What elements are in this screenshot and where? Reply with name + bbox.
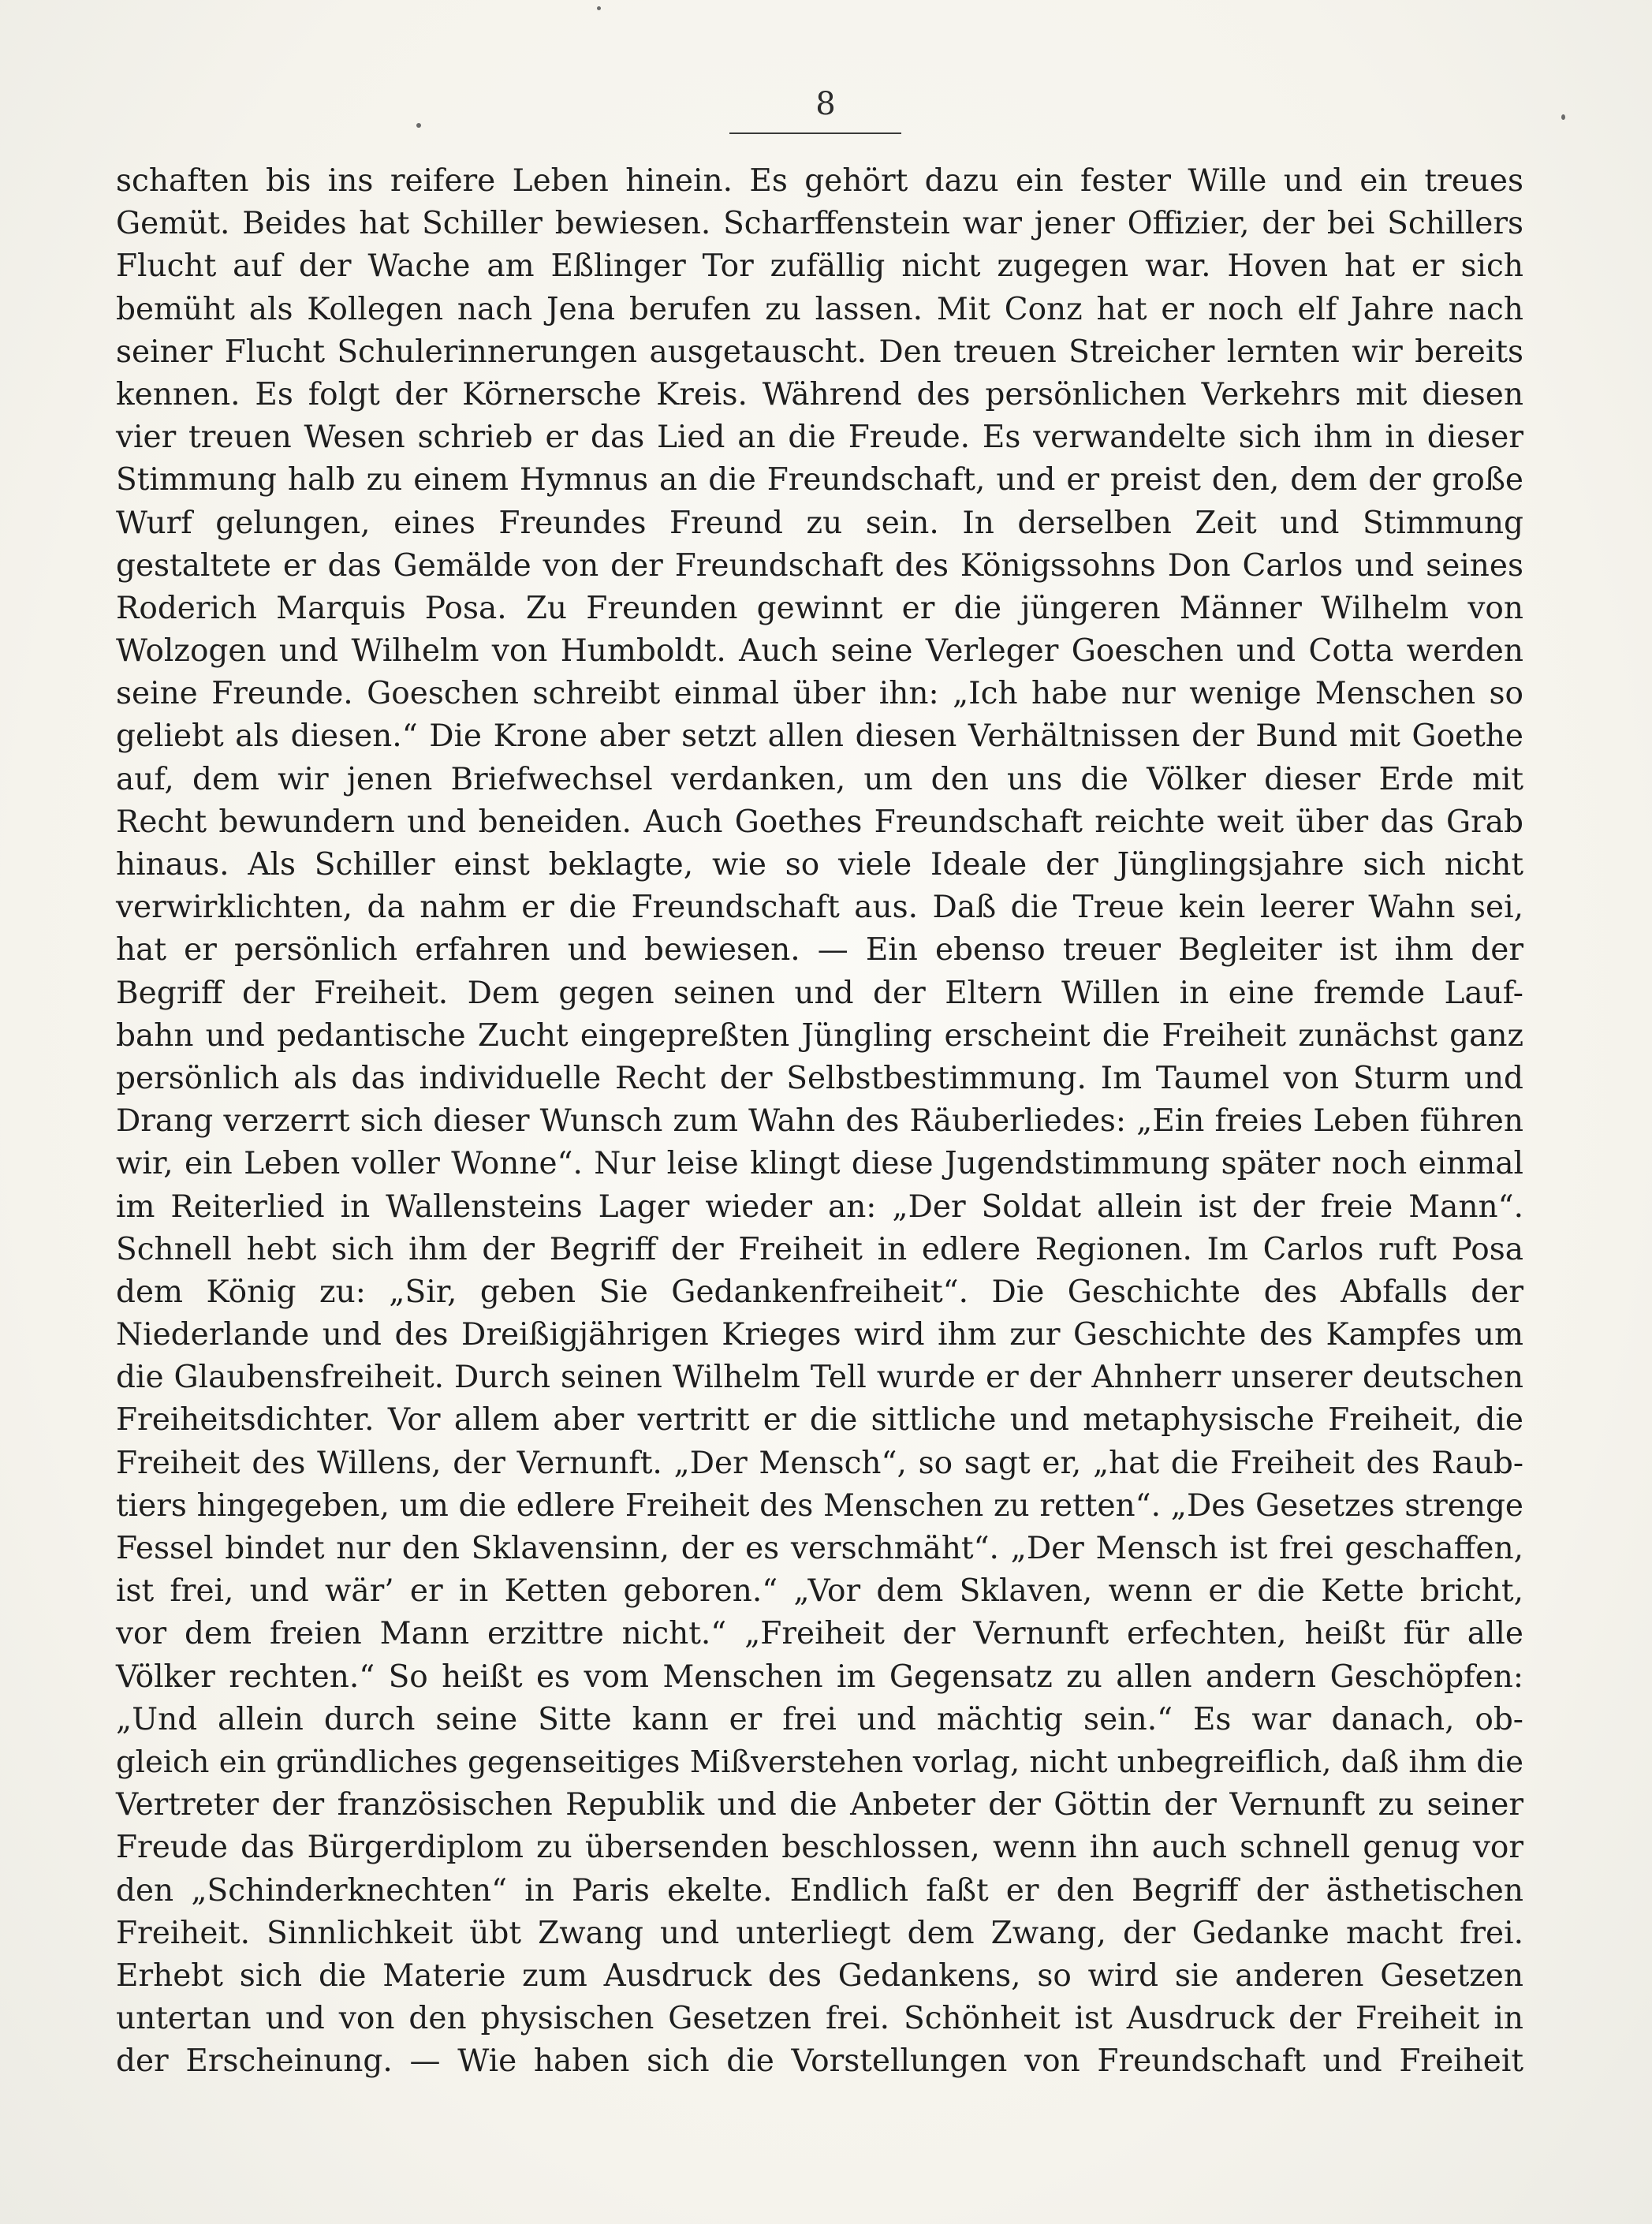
text-line: Roderich Marquis Posa. Zu Freunden gewinnt er die jüngeren Männer Wilhelm von [116,590,1523,626]
text-line: Gemüt. Beides hat Schiller bewiesen. Scharffenstein war jener Offizier, der bei Schillers [116,206,1523,242]
text-line: ist frei, und wär’ er in Ketten geboren.“ „Vor dem Sklaven, wenn er die Kette bricht, [116,1573,1523,1610]
text-line: Wolzogen und Wilhelm von Humboldt. Auch seine Verleger Goeschen und Cotta werden [116,633,1523,670]
text-line: Flucht auf der Wache am Eßlinger Tor zufällig nicht zugegen war. Hoven hat er sich [116,248,1523,285]
text-line: hat er persönlich erfahren und bewiesen. — Ein ebenso treuer Begleiter ist ihm der [116,932,1523,968]
text-line: auf, dem wir jenen Briefwechsel verdanken, um den uns die Völker dieser Erde mit [116,761,1523,797]
text-line: kennen. Es folgt der Körnersche Kreis. Während des persönlichen Verkehrs mit diesen [116,376,1523,412]
text-line: die Glaubensfreiheit. Durch seinen Wilhelm Tell wurde er der Ahnherr unserer deutschen [116,1360,1523,1396]
text-line: Schnell hebt sich ihm der Begriff der Freiheit in edlere Regionen. Im Carlos ruft Posa [116,1231,1523,1267]
text-line: bemüht als Kollegen nach Jena berufen zu lassen. Mit Conz hat er noch elf Jahre nach [116,291,1523,327]
text-line: Völker rechten.“ So heißt es vom Menschen im Gegensatz zu allen andern Geschöpfen: [116,1659,1523,1695]
page-number: 8 [815,86,836,122]
text-line: Begriff der Freiheit. Dem gegen seinen und der Eltern Willen in eine fremde Lauf- [116,975,1523,1011]
text-line: gleich ein gründliches gegenseitiges Mißverstehen vorlag, nicht unbegreiflich, daß ihm die [116,1744,1523,1780]
text-line: hinaus. Als Schiller einst beklagte, wie so viele Ideale der Jünglingsjahre sich nicht [116,847,1523,883]
text-line: persönlich als das individuelle Recht der Selbstbestimmung. Im Taumel von Sturm und [116,1060,1523,1096]
page-number-rule [729,132,901,134]
text-line: Recht bewundern und beneiden. Auch Goethes Freundschaft reichte weit über das Grab [116,804,1523,840]
text-line: tiers hingegeben, um die edlere Freiheit des Menschen zu retten“. „Des Gesetzes strenge [116,1487,1523,1524]
text-line: den „Schinderknechten“ in Paris ekelte. Endlich faßt er den Begriff der ästhetischen [116,1872,1523,1909]
text-line: Stimmung halb zu einem Hymnus an die Freundschaft, und er preist den, dem der große [116,462,1523,498]
text-line: vor dem freien Mann erzittre nicht.“ „Freiheit der Vernunft erfechten, heißt für alle [116,1616,1523,1652]
text-line: seine Freunde. Goeschen schreibt einmal über ihn: „Ich habe nur wenige Menschen so [116,676,1523,712]
text-line: Erhebt sich die Materie zum Ausdruck des Gedankens, so wird sie anderen Gesetzen [116,1957,1523,1994]
text-line: dem König zu: „Sir, geben Sie Gedankenfreiheit“. Die Geschichte des Abfalls der [116,1274,1523,1310]
text-line: Vertreter der französischen Republik und die Anbeter der Göttin der Vernunft zu seiner [116,1787,1523,1823]
text-line: wir, ein Leben voller Wonne“. Nur leise klingt diese Jugendstimmung später noch einmal [116,1146,1523,1182]
text-line: Freiheit. Sinnlichkeit übt Zwang und unterliegt dem Zwang, der Gedanke macht frei. [116,1915,1523,1951]
text-line: untertan und von den physischen Gesetzen frei. Schönheit ist Ausdruck der Freiheit in [116,2001,1523,2037]
text-line: verwirklichten, da nahm er die Freundschaft aus. Daß die Treue kein leerer Wahn sei, [116,890,1523,926]
text-line: Freude das Bürgerdiplom zu übersenden beschlossen, wenn ihn auch schnell genug vor [116,1830,1523,1866]
text-line: Freiheit des Willens, der Vernunft. „Der Mensch“, so sagt er, „hat die Freiheit des Raub- [116,1445,1523,1481]
text-line: Freiheitsdichter. Vor allem aber vertritt er die sittliche und metaphysische Freiheit, die [116,1402,1523,1439]
text-line: vier treuen Wesen schrieb er das Lied an die Freude. Es verwandelte sich ihm in dieser [116,420,1523,456]
text-line: Drang verzerrt sich dieser Wunsch zum Wahn des Räuberliedes: „Ein freies Leben führen [116,1103,1523,1140]
text-line: gestaltete er das Gemälde von der Freundschaft des Königssohns Don Carlos und seines [116,547,1523,584]
text-line: geliebt als diesen.“ Die Krone aber setzt allen diesen Verhältnissen der Bund mit Goethe [116,718,1523,755]
scan-speck [1561,114,1565,120]
text-line: Niederlande und des Dreißigjährigen Krieges wird ihm zur Geschichte des Kampfes um [116,1317,1523,1353]
text-line: im Reiterlied in Wallensteins Lager wieder an: „Der Soldat allein ist der freie Mann“. [116,1188,1523,1225]
text-line: Wurf gelungen, eines Freundes Freund zu sein. In derselben Zeit und Stimmung [116,505,1523,541]
scan-speck [416,123,421,128]
scan-speck [597,6,601,10]
text-line: Fessel bindet nur den Sklavensinn, der es verschmäht“. „Der Mensch ist frei geschaffen, [116,1531,1523,1566]
text-line: „Und allein durch seine Sitte kann er frei und mächtig sein.“ Es war danach, ob- [116,1701,1523,1737]
body-text [116,160,1523,2084]
text-line: bahn und pedantische Zucht eingepreßten Jüngling erscheint die Freiheit zunächst ganz [116,1017,1523,1054]
text-line: seiner Flucht Schulerinnerungen ausgetauscht. Den treuen Streicher lernten wir bereits [116,334,1523,370]
text-line: schaften bis ins reifere Leben hinein. Es gehört dazu ein fester Wille und ein treues [116,163,1523,199]
text-line: der Erscheinung. — Wie haben sich die Vorstellungen von Freundschaft und Freiheit [116,2043,1523,2080]
